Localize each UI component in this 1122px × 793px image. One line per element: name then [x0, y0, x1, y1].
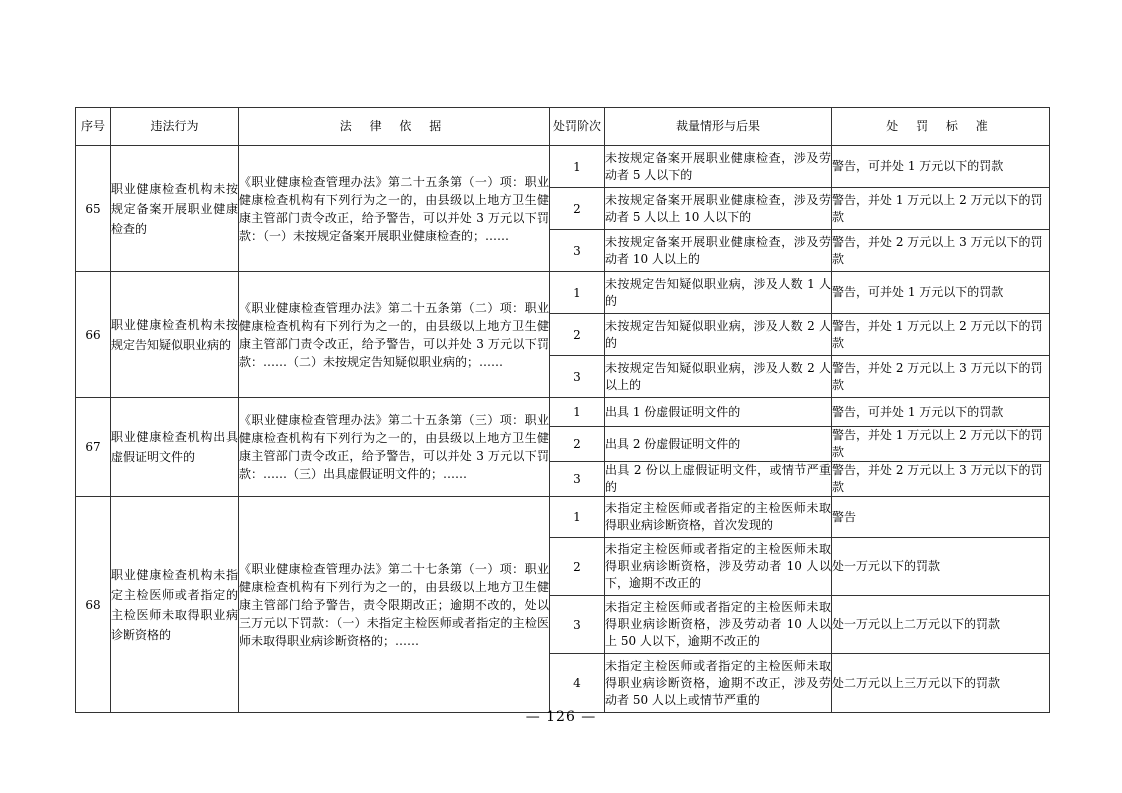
- penalty-level: 1: [550, 146, 605, 188]
- penalty-level: 3: [550, 596, 605, 654]
- case-description: 未按规定备案开展职业健康检查，涉及劳动者 5 人以上 10 人以下的: [605, 188, 832, 230]
- header-case: 裁量情形与后果: [605, 108, 832, 146]
- case-description: 未按规定备案开展职业健康检查，涉及劳动者 5 人以下的: [605, 146, 832, 188]
- row-number: 65: [76, 146, 111, 272]
- legal-basis: 《职业健康检查管理办法》第二十五条第（一）项：职业健康检查机构有下列行为之一的，由县级以上地方卫生健康主管部门责令改正，给予警告，可以并处 3 万元以下罚款：（一）未按规定备案开展职业健康检查的；……: [239, 146, 550, 272]
- penalty-level: 2: [550, 314, 605, 356]
- header-no: 序号: [76, 108, 111, 146]
- penalty-standard: 警告，并处 2 万元以上 3 万元以下的罚款: [832, 462, 1050, 497]
- table-row: [76, 398, 1050, 427]
- table-row: [76, 272, 1050, 314]
- penalty-standard: 警告: [832, 497, 1050, 538]
- penalty-level: 3: [550, 230, 605, 272]
- row-number: 68: [76, 497, 111, 713]
- penalty-standard: 处二万元以上三万元以下的罚款: [832, 654, 1050, 713]
- table-header-row: [76, 108, 1050, 146]
- penalty-standard: 警告，可并处 1 万元以下的罚款: [832, 146, 1050, 188]
- penalty-standard: 处一万元以上二万元以下的罚款: [832, 596, 1050, 654]
- header-act: 违法行为: [111, 108, 239, 146]
- case-description: 未按规定告知疑似职业病，涉及人数 1 人的: [605, 272, 832, 314]
- table-row: [76, 146, 1050, 188]
- penalty-level: 1: [550, 497, 605, 538]
- violation-act: 职业健康检查机构未按规定备案开展职业健康检查的: [111, 146, 239, 272]
- penalty-level: 3: [550, 356, 605, 398]
- penalty-level: 1: [550, 398, 605, 427]
- row-number: 67: [76, 398, 111, 497]
- table-row: [76, 497, 1050, 538]
- header-standard: 处 罚 标 准: [832, 108, 1050, 146]
- penalty-level: 2: [550, 538, 605, 596]
- case-description: 未指定主检医师或者指定的主检医师未取得职业病诊断资格，首次发现的: [605, 497, 832, 538]
- penalty-standard: 警告，并处 1 万元以上 2 万元以下的罚款: [832, 188, 1050, 230]
- case-description: 未指定主检医师或者指定的主检医师未取得职业病诊断资格，涉及劳动者 10 人以下，逾期不改正的: [605, 538, 832, 596]
- page-number: — 126 —: [525, 709, 597, 725]
- violation-act: 职业健康检查机构未按规定告知疑似职业病的: [111, 272, 239, 398]
- row-number: 66: [76, 272, 111, 398]
- penalty-level: 4: [550, 654, 605, 713]
- penalty-standard: 警告，并处 2 万元以上 3 万元以下的罚款: [832, 356, 1050, 398]
- penalty-standard: 警告，并处 2 万元以上 3 万元以下的罚款: [832, 230, 1050, 272]
- case-description: 出具 2 份虚假证明文件的: [605, 427, 832, 462]
- penalty-level: 2: [550, 188, 605, 230]
- case-description: 出具 2 份以上虚假证明文件，或情节严重的: [605, 462, 832, 497]
- legal-basis: 《职业健康检查管理办法》第二十五条第（三）项：职业健康检查机构有下列行为之一的，由县级以上地方卫生健康主管部门责令改正，给予警告，可以并处 3 万元以下罚款：……（三）出具虚假证明文件的；……: [239, 398, 550, 497]
- penalty-level: 1: [550, 272, 605, 314]
- penalty-standard: 警告，可并处 1 万元以下的罚款: [832, 398, 1050, 427]
- case-description: 未指定主检医师或者指定的主检医师未取得职业病诊断资格，涉及劳动者 10 人以上 50 人以下，逾期不改正的: [605, 596, 832, 654]
- violation-act: 职业健康检查机构未指定主检医师或者指定的主检医师未取得职业病诊断资格的: [111, 497, 239, 713]
- violation-act: 职业健康检查机构出具虚假证明文件的: [111, 398, 239, 497]
- penalty-table: [75, 107, 1050, 713]
- penalty-standard: 警告，可并处 1 万元以下的罚款: [832, 272, 1050, 314]
- penalty-level: 2: [550, 427, 605, 462]
- case-description: 未按规定备案开展职业健康检查，涉及劳动者 10 人以上的: [605, 230, 832, 272]
- header-level: 处罚阶次: [550, 108, 605, 146]
- case-description: 未指定主检医师或者指定的主检医师未取得职业病诊断资格，逾期不改正，涉及劳动者 50 人以上或情节严重的: [605, 654, 832, 713]
- header-basis: 法 律 依 据: [239, 108, 550, 146]
- legal-basis: 《职业健康检查管理办法》第二十七条第（一）项：职业健康检查机构有下列行为之一的，由县级以上地方卫生健康主管部门给予警告，责令限期改正；逾期不改的，处以三万元以下罚款：（一）未指定主检医师或者指定的主检医师未取得职业病诊断资格的；……: [239, 497, 550, 713]
- case-description: 出具 1 份虚假证明文件的: [605, 398, 832, 427]
- penalty-standard: 警告，并处 1 万元以上 2 万元以下的罚款: [832, 314, 1050, 356]
- legal-basis: 《职业健康检查管理办法》第二十五条第（二）项：职业健康检查机构有下列行为之一的，由县级以上地方卫生健康主管部门责令改正，给予警告，可以并处 3 万元以下罚款：……（二）未按规定告知疑似职业病的；……: [239, 272, 550, 398]
- penalty-level: 3: [550, 462, 605, 497]
- penalty-standard: 警告，并处 1 万元以上 2 万元以下的罚款: [832, 427, 1050, 462]
- penalty-standard: 处一万元以下的罚款: [832, 538, 1050, 596]
- case-description: 未按规定告知疑似职业病，涉及人数 2 人的: [605, 314, 832, 356]
- case-description: 未按规定告知疑似职业病，涉及人数 2 人以上的: [605, 356, 832, 398]
